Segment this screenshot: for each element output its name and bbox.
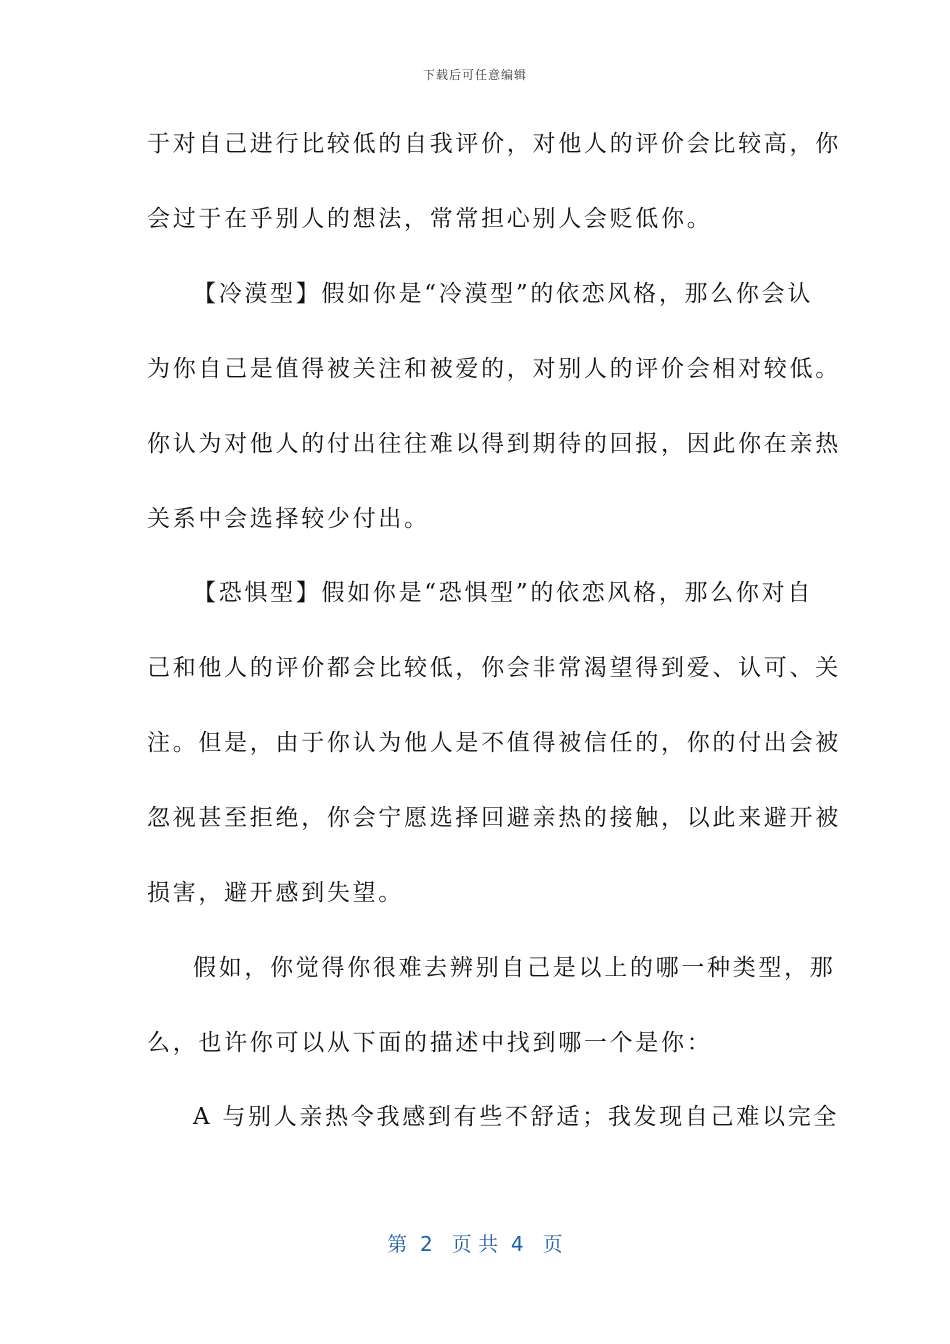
paragraph-start-line: A 与别人亲热令我感到有些不舒适；我发现自己难以完全 [193, 1104, 840, 1130]
paragraph-start-line: 【冷漠型】假如你是“冷漠型”的依恋风格，那么你会认 [193, 281, 814, 307]
text-line: 关系中会选择较少付出。 [147, 506, 430, 532]
text-line: 于对自己进行比较低的自我评价，对他人的评价会比较高，你 [147, 131, 841, 157]
text-line: 会过于在乎别人的想法，常常担心别人会贬低你。 [147, 206, 713, 232]
text-line: 忽视甚至拒绝，你会宁愿选择回避亲热的接触，以此来避开被 [147, 805, 841, 831]
paragraph-start-line: 【恐惧型】假如你是“恐惧型”的依恋风格，那么你对自 [193, 580, 814, 606]
text-line: 么，也许你可以从下面的描述中找到哪一个是你： [147, 1030, 713, 1056]
text-line: 损害，避开感到失望。 [147, 880, 404, 906]
text-line: 注。但是，由于你认为他人是不值得被信任的，你的付出会被 [147, 730, 841, 756]
paragraph-start-line: 假如，你觉得你很难去辨别自己是以上的哪一种类型，那 [193, 955, 836, 981]
page-header: 下载后可任意编辑 [422, 68, 527, 82]
page-number-footer: 第 2 页 共 4 页 [387, 1232, 563, 1256]
text-line: 己和他人的评价都会比较低，你会非常渴望得到爱、认可、关 [147, 655, 841, 681]
text-line: 你认为对他人的付出往往难以得到期待的回报，因此你在亲热 [147, 431, 841, 457]
text-line: 为你自己是值得被关注和被爱的，对别人的评价会相对较低。 [147, 356, 841, 382]
